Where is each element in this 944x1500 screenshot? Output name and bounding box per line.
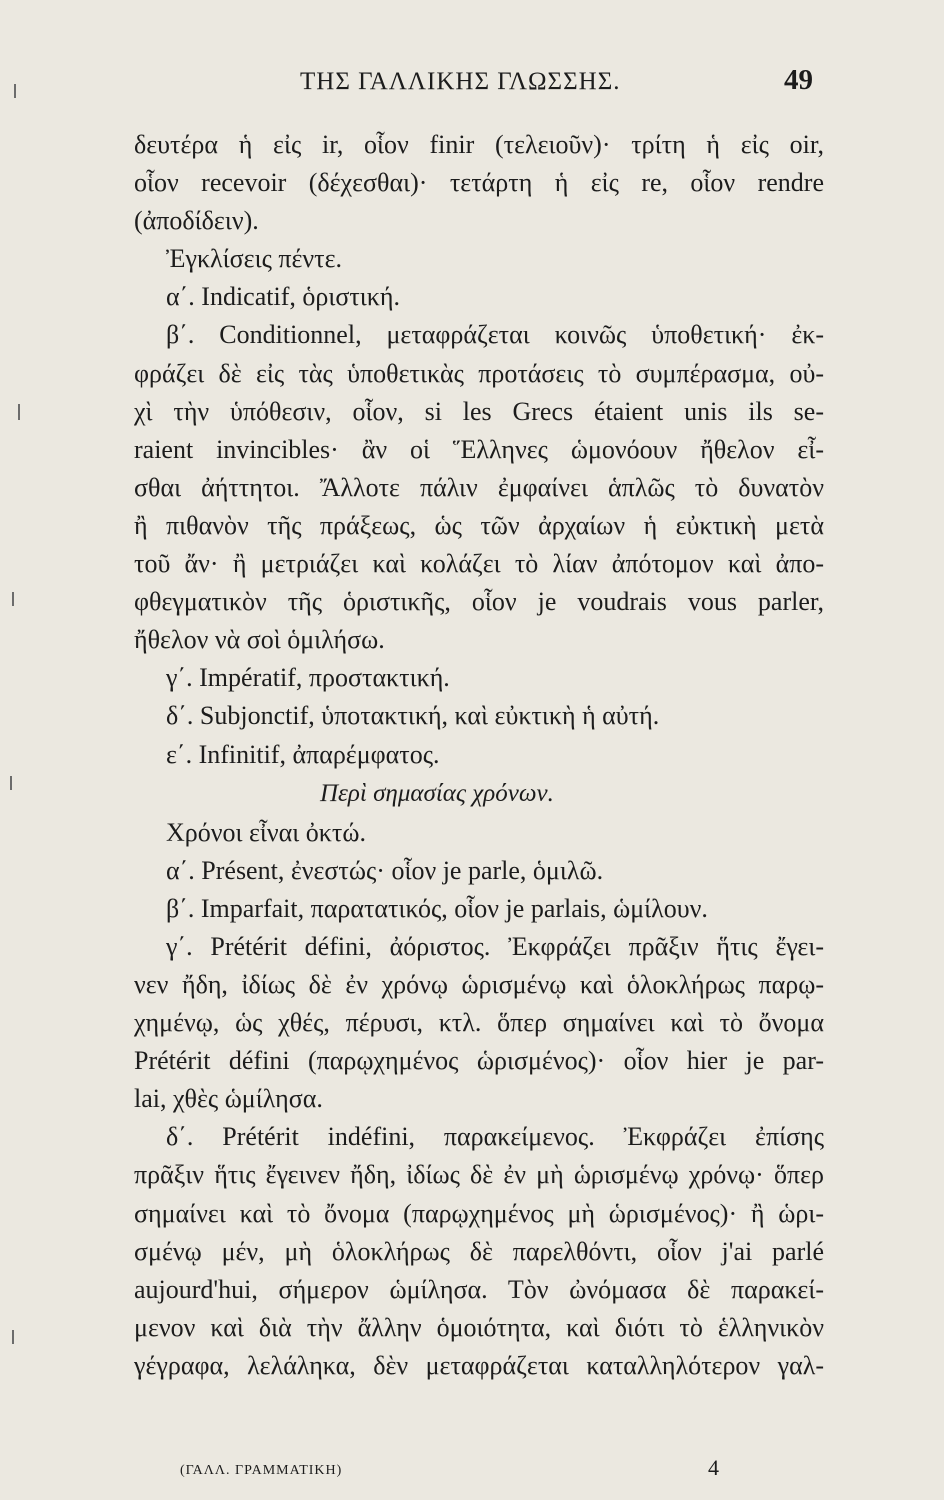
- body-text: [134, 126, 824, 1385]
- text-line: ἢ πιθανὸν τῆς πράξεως, ὡς τῶν ἀρχαίων ἡ εὐκτικὴ μετὰ: [134, 510, 824, 540]
- text-line: Prétérit défini (παρῳχημένος ὡρισμένος)· οἷον hier je par-: [134, 1046, 824, 1076]
- text-line: σμένῳ μέν, μὴ ὁλοκλήρως δὲ παρελθόντι, οἷον j'ai parlé: [134, 1236, 824, 1266]
- text-line: Ἐγκλίσεις πέντε.: [166, 244, 343, 274]
- margin-tick: [18, 404, 20, 420]
- text-line: σθαι ἀήττητοι. Ἄλλοτε πάλιν ἐμφαίνει ἁπλῶς τὸ δυνατὸν: [134, 472, 824, 502]
- list-item-indicatif: α΄. Indicatif, ὁριστική.: [166, 282, 400, 312]
- text-line: lai, χθὲς ὡμίλησα.: [134, 1084, 323, 1114]
- running-header: ΤΗΣ ΓΑΛΛΙΚΗΣ ΓΛΩΣΣΗΣ.: [300, 68, 621, 95]
- text-line: χημένῳ, ὡς χθές, πέρυσι, κτλ. ὅπερ σημαίνει καὶ τὸ ὄνομα: [134, 1008, 824, 1038]
- margin-tick: [12, 592, 14, 606]
- list-item-infinitif: ε΄. Infinitif, ἀπαρέμφατος.: [166, 739, 440, 769]
- text-line: γέγραφα, λελάληκα, δὲν μεταφράζεται καταλληλότερον γαλ-: [134, 1350, 824, 1380]
- signature-mark: (ΓΑΛΛ. ΓΡΑΜΜΑΤΙΚΗ): [180, 1463, 343, 1478]
- text-line: σημαίνει καὶ τὸ ὄνομα (παρῳχημένος μὴ ὡρισμένος)· ἢ ὡρι-: [134, 1198, 824, 1228]
- list-item-conditionnel: β΄. Conditionnel, μεταφράζεται κοινῶς ὑποθετική· ἐκ-: [166, 320, 824, 350]
- list-item-preterit-defini: γ΄. Prétérit défini, ἀόριστος. Ἐκφράζει πρᾶξιν ἥτις ἔγει-: [166, 931, 824, 961]
- list-item-subjonctif: δ΄. Subjonctif, ὑποτακτική, καὶ εὐκτικὴ ἡ αὐτή.: [166, 701, 660, 731]
- text-line: φράζει δὲ εἰς τὰς ὑποθετικὰς προτάσεις τὸ συμπέρασμα, οὐ-: [134, 358, 824, 388]
- text-line: χὶ τὴν ὑπόθεσιν, οἷον, si les Grecs étaient unis ils se-: [134, 396, 824, 426]
- sheet-number: 4: [708, 1455, 719, 1480]
- text-line: ἤθελον νὰ σοὶ ὁμιλήσω.: [134, 625, 385, 655]
- margin-tick: [10, 776, 12, 790]
- text-line: μενον καὶ διὰ τὴν ἄλλην ὁμοιότητα, καὶ διότι τὸ ἑλληνικὸν: [134, 1312, 824, 1342]
- list-item-preterit-indefini: δ΄. Prétérit indéfini, παρακείμενος. Ἐκφράζει ἐπίσης: [166, 1122, 824, 1152]
- margin-tick: [12, 1330, 14, 1344]
- text-line: Χρόνοι εἶναι ὀκτώ.: [166, 817, 366, 847]
- page-number: 49: [784, 64, 813, 96]
- text-line: δευτέρα ἡ εἰς ir, οἷον finir (τελειοῦν)· τρίτη ἡ εἰς oir,: [134, 130, 824, 159]
- text-line: τοῦ ἄν· ἢ μετριάζει καὶ κολάζει τὸ λίαν ἀπότομον καὶ ἀπο-: [134, 549, 824, 579]
- section-heading: Περὶ σημασίας χρόνων.: [320, 779, 554, 807]
- text-line: φθεγματικὸν τῆς ὁριστικῆς, οἷον je voudrais vous parler,: [134, 587, 824, 617]
- text-line: raient invincibles· ἂν οἱ Ἕλληνες ὡμονόουν ἤθελον εἶ-: [134, 434, 824, 464]
- text-line: (ἀποδίδειν).: [134, 206, 259, 236]
- list-item-imperatif: γ΄. Impératif, προστακτική.: [166, 663, 450, 693]
- text-line: νεν ἤδη, ἰδίως δὲ ἐν χρόνῳ ὡρισμένῳ καὶ ὁλοκλήρως παρῳ-: [134, 969, 824, 999]
- text-line: οἷον recevoir (δέχεσθαι)· τετάρτη ἡ εἰς re, οἷον rendre: [134, 168, 824, 198]
- list-item-present: α΄. Présent, ἐνεστώς· οἷον je parle, ὁμιλῶ.: [166, 855, 604, 885]
- text-line: πρᾶξιν ἥτις ἔγεινεν ἤδη, ἰδίως δὲ ἐν μὴ ὡρισμένῳ χρόνῳ· ὅπερ: [134, 1160, 824, 1190]
- list-item-imparfait: β΄. Imparfait, παρατατικός, οἷον je parlais, ὡμίλουν.: [166, 893, 708, 923]
- text-line: aujourd'hui, σήμερον ὡμίλησα. Τὸν ὠνόμασα δὲ παρακεί-: [134, 1274, 824, 1304]
- margin-tick: [14, 84, 16, 98]
